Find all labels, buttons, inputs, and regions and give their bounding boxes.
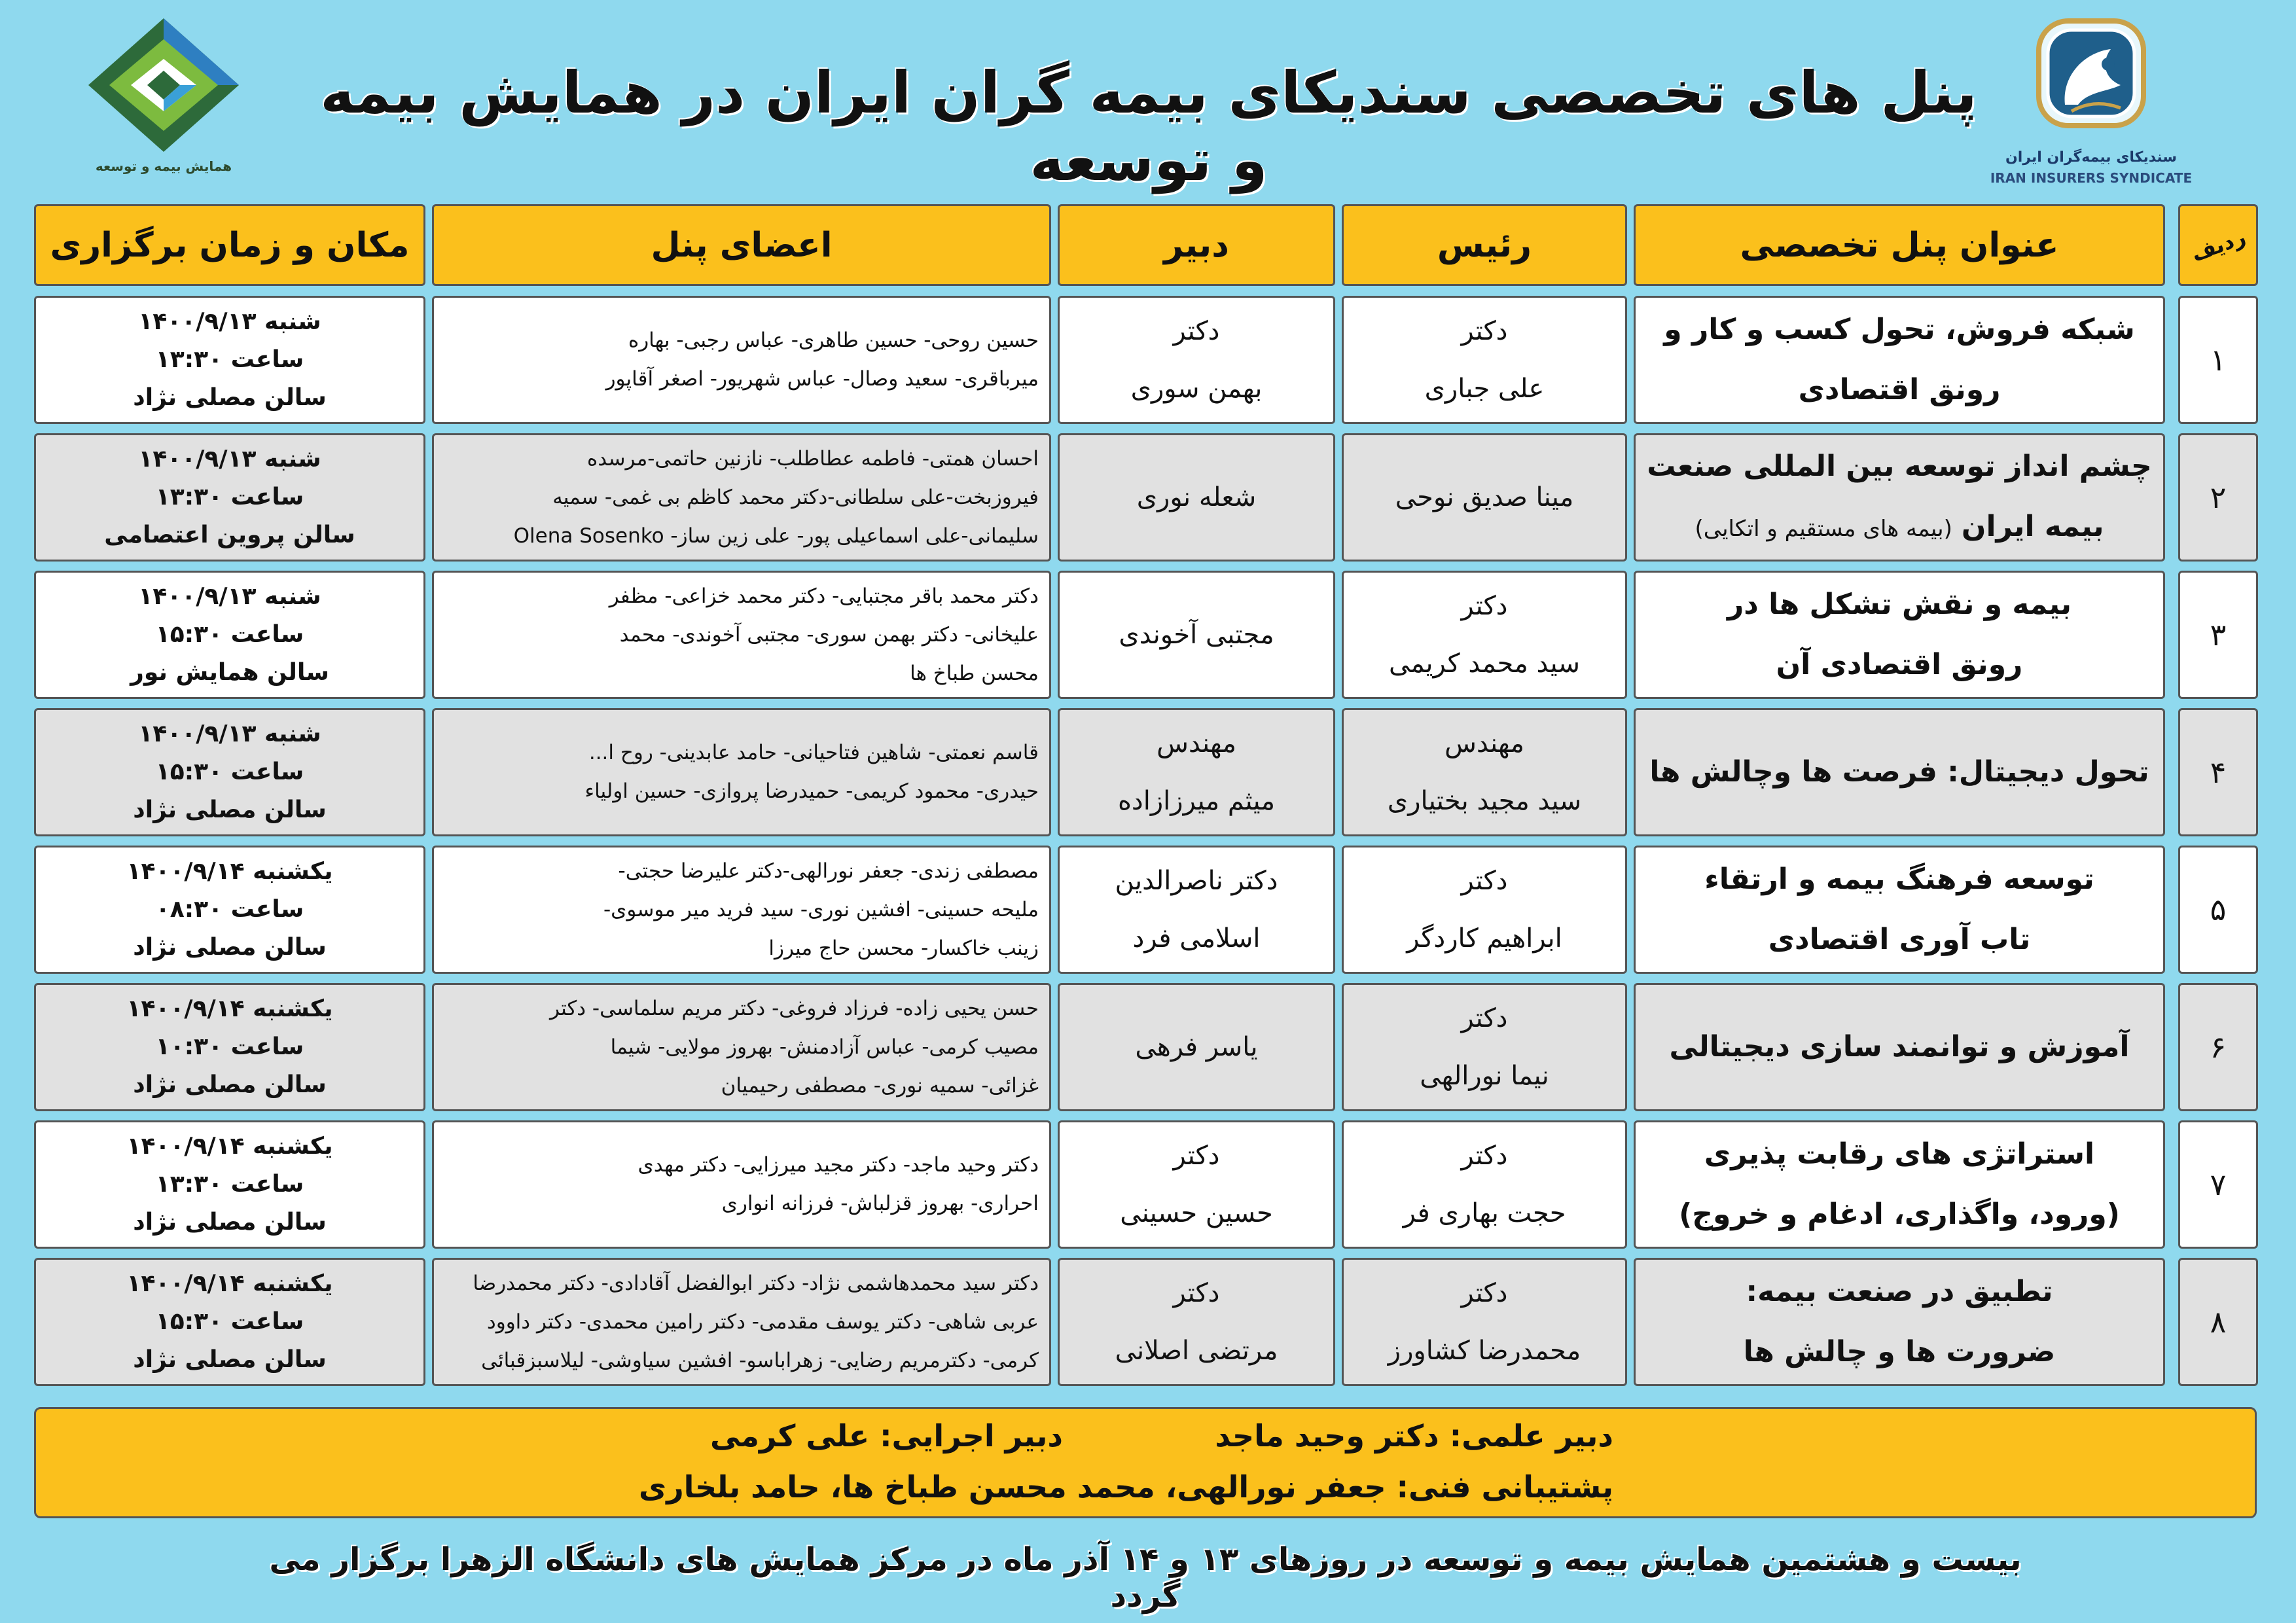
- cell-num: [2178, 983, 2258, 1111]
- executive-secretary: دبیر اجرایی: علی کرمی: [710, 1418, 1063, 1454]
- president-line: حجت بهاری فر: [1403, 1198, 1566, 1228]
- members-line: فیروزبخت-علی سلطانی-دکتر محمد کاظم بی غمی- سمیه: [552, 485, 1039, 509]
- cell-members: [432, 708, 1051, 836]
- location-line: سالن مصلی نژاد: [133, 934, 327, 961]
- location-line: سالن مصلی نژاد: [133, 1209, 327, 1236]
- location-line: سالن پروین اعتصامی: [104, 522, 355, 548]
- header-num-label: ردیف: [2187, 224, 2249, 266]
- members-line: کرمی- دکترمریم رضایی- زهراباسو- افشین سیاوشی- لیلاسبزقبائی: [481, 1348, 1039, 1372]
- cell-num: [2178, 846, 2258, 974]
- location-line: سالن مصلی نژاد: [133, 1071, 327, 1098]
- title-line: رونق اقتصادی: [1798, 373, 2001, 406]
- location-line: سالن مصلی نژاد: [133, 796, 327, 823]
- location-line: شنبه ۱۴۰۰/۹/۱۳: [138, 308, 321, 335]
- cell-secretary: [1058, 708, 1335, 836]
- location-line: سالن همایش نور: [130, 659, 329, 686]
- location-line: ساعت ۰۸:۳۰: [155, 896, 304, 923]
- location-line: ساعت ۱۳:۳۰: [155, 484, 304, 510]
- secretary-line: میثم میرزازاده: [1117, 786, 1276, 816]
- title-sub: (بیمه های مستقیم و اتکایی): [1695, 515, 1952, 542]
- syndicate-logo-fa: سندیکای بیمه‌گران ایران: [2005, 149, 2178, 166]
- members-line: دکتر سید محمدهاشمی نژاد- دکتر ابوالفضل آقادادی- دکتر محمدرضا: [473, 1271, 1039, 1295]
- president-line: نیما نورالهی: [1420, 1061, 1549, 1091]
- title-line: تاب آوری اقتصادی: [1768, 923, 2031, 956]
- cell-president: [1342, 983, 1627, 1111]
- secretary-line: حسین حسینی: [1120, 1198, 1273, 1228]
- members-line: علیخانی- دکتر بهمن سوری- مجتبی آخوندی- محمد: [619, 622, 1039, 647]
- location-line: سالن مصلی نژاد: [133, 384, 327, 411]
- president-line: علی جباری: [1424, 374, 1545, 404]
- cell-num: [2178, 571, 2258, 699]
- cell-president: [1342, 1258, 1627, 1386]
- footer-box: [34, 1407, 2257, 1518]
- location-line: یکشنبه ۱۴۰۰/۹/۱۴: [126, 995, 333, 1022]
- title-line: استراتژی های رقابت پذیری: [1704, 1137, 2095, 1171]
- cell-location: [34, 296, 425, 424]
- cell-num: [2178, 1120, 2258, 1249]
- cell-num: [2178, 708, 2258, 836]
- bottom-note: بیست و هشتمین همایش بیمه و توسعه در روزهای ۱۳ و ۱۴ آذر ماه در مرکز همایش های دانشگاه الزهرا برگزار می گردد: [269, 1541, 2022, 1614]
- members-line: قاسم نعمتی- شاهین فتاحیانی- حامد عابدینی- روح ا...: [588, 741, 1039, 764]
- num-line: ۶: [2210, 1029, 2227, 1065]
- cell-secretary: [1058, 846, 1335, 974]
- members-line: حسین روحی- حسین طاهری- عباس رجبی- بهاره: [628, 329, 1039, 352]
- secretary-line: شعله نوری: [1136, 482, 1257, 512]
- location-line: ساعت ۱۵:۳۰: [155, 1308, 304, 1335]
- cell-secretary: [1058, 296, 1335, 424]
- president-line: مهندس: [1444, 728, 1524, 758]
- num-line: ۱: [2210, 342, 2227, 378]
- cell-president: [1342, 846, 1627, 974]
- title-line: آموزش و توانمند سازی دیجیتالی: [1669, 1030, 2130, 1063]
- members-line: دکتر وحید ماجد- دکتر مجید میرزایی- دکتر مهدی: [637, 1153, 1039, 1177]
- title-line: تحول دیجیتال: فرصت ها وچالش ها: [1649, 755, 2149, 789]
- cell-president: [1342, 571, 1627, 699]
- members-line: دکتر محمد باقر مجتبایی- دکتر محمد خزاعی- مظفر: [609, 584, 1039, 608]
- members-line: زینب خاکسار- محسن حاج میرزا: [768, 936, 1039, 960]
- location-line: ساعت ۱۳:۳۰: [155, 346, 304, 373]
- secretary-line: مجتبی آخوندی: [1119, 620, 1274, 650]
- title-line: بیمه و نقش تشکل ها در: [1727, 588, 2072, 621]
- title-line: رونق اقتصادی آن: [1776, 648, 2023, 681]
- cell-location: [34, 1258, 425, 1386]
- location-line: شنبه ۱۴۰۰/۹/۱۳: [138, 721, 321, 747]
- president-line: دکتر: [1461, 1141, 1508, 1171]
- members-line: حسن یحیی زاده- فرزاد فروغی- دکتر مریم سلماسی- دکتر: [550, 996, 1039, 1020]
- members-line: محسن طباخ ها: [910, 661, 1039, 685]
- page-title: پنل های تخصصی سندیکای بیمه گران ایران در همایش بیمه و توسعه: [320, 59, 1977, 194]
- members-line: احراری- بهروز قزلباش- فرزانه انواری: [721, 1192, 1039, 1215]
- members-line: ملیحه حسینی- افشین نوری- سید فرید میر موسوی-: [603, 897, 1039, 921]
- title-line: تطبیق در صنعت بیمه:: [1746, 1275, 2053, 1308]
- cell-location: [34, 983, 425, 1111]
- cell-members: [432, 983, 1051, 1111]
- title-line: بیمه ایران: [1961, 509, 2104, 543]
- cell-title: [1634, 571, 2165, 699]
- location-line: یکشنبه ۱۴۰۰/۹/۱۴: [126, 1270, 333, 1297]
- members-line: مصطفی زندی- جعفر نورالهی-دکتر علیرضا حجتی-: [618, 859, 1039, 883]
- secretary-line: دکتر: [1173, 316, 1220, 346]
- title-line: شبکه فروش، تحول کسب و کار و: [1664, 313, 2135, 346]
- cell-president: [1342, 433, 1627, 562]
- president-line: دکتر: [1461, 316, 1508, 346]
- cell-president: [1342, 1120, 1627, 1249]
- title-line: چشم انداز توسعه بین المللی صنعت: [1647, 449, 2152, 483]
- location-line: ساعت ۱۵:۳۰: [155, 621, 304, 648]
- cell-location: [34, 708, 425, 836]
- president-line: سید مجید بختیاری: [1387, 786, 1582, 816]
- cell-title: [1634, 433, 2165, 562]
- syndicate-emblem-icon: [1980, 13, 2202, 144]
- syndicate-logo: [1980, 13, 2202, 186]
- cell-members: [432, 296, 1051, 424]
- cell-title: [1634, 1258, 2165, 1386]
- header-num: [2178, 204, 2258, 286]
- president-line: دکتر: [1461, 591, 1508, 621]
- cell-president: [1342, 708, 1627, 836]
- header-title: عنوان پنل تخصصی: [1634, 204, 2165, 286]
- cell-secretary: [1058, 1258, 1335, 1386]
- location-line: شنبه ۱۴۰۰/۹/۱۳: [138, 583, 321, 610]
- cell-members: [432, 571, 1051, 699]
- location-line: یکشنبه ۱۴۰۰/۹/۱۴: [126, 1133, 333, 1160]
- title-line: توسعه فرهنگ بیمه و ارتقاء: [1704, 863, 2094, 896]
- secretary-line: مرتضی اصلانی: [1115, 1336, 1278, 1366]
- secretary-line: دکتر ناصرالدین: [1115, 866, 1278, 896]
- num-line: ۳: [2210, 617, 2227, 652]
- president-line: دکتر: [1461, 866, 1508, 896]
- conference-logo-text: همایش بیمه و توسعه: [95, 158, 232, 174]
- title-line: ضرورت ها و چالش ها: [1743, 1335, 2056, 1368]
- secretary-line: دکتر: [1173, 1141, 1220, 1171]
- secretary-line: مهندس: [1157, 728, 1236, 758]
- cell-title: [1634, 708, 2165, 836]
- header-members: اعضای پنل: [432, 204, 1051, 286]
- president-line: سید محمد کریمی: [1388, 649, 1581, 679]
- cell-secretary: [1058, 571, 1335, 699]
- president-line: مینا صدیق نوحی: [1395, 482, 1574, 512]
- header-secretary: دبیر: [1058, 204, 1335, 286]
- members-line: حیدری- محمود کریمی- حمیدرضا پروازی- حسین اولیاء: [584, 779, 1039, 803]
- cell-members: [432, 846, 1051, 974]
- location-line: شنبه ۱۴۰۰/۹/۱۳: [138, 446, 321, 473]
- location-line: یکشنبه ۱۴۰۰/۹/۱۴: [126, 858, 333, 885]
- num-line: ۷: [2210, 1167, 2227, 1202]
- president-line: دکتر: [1461, 1003, 1508, 1033]
- scientific-secretary: دبیر علمی: دکتر وحید ماجد: [1215, 1418, 1613, 1454]
- location-line: ساعت ۱۳:۳۰: [155, 1171, 304, 1198]
- secretary-line: اسلامی فرد: [1132, 923, 1261, 954]
- cell-members: [432, 433, 1051, 562]
- cell-members: [432, 1258, 1051, 1386]
- cell-location: [34, 571, 425, 699]
- cell-secretary: [1058, 433, 1335, 562]
- members-line: مصیب کرمی- عباس آزادمنش- بهروز مولایی- شیما: [610, 1035, 1039, 1059]
- cell-title: [1634, 983, 2165, 1111]
- members-line: غزائی- سمیه نوری- مصطفی رحیمیان: [721, 1073, 1039, 1097]
- secretary-line: بهمن سوری: [1130, 374, 1263, 404]
- cell-members: [432, 1120, 1051, 1249]
- secretary-line: یاسر فرهی: [1135, 1032, 1258, 1062]
- president-line: دکتر: [1461, 1278, 1508, 1308]
- conference-emblem-icon: [75, 13, 252, 154]
- cell-secretary: [1058, 1120, 1335, 1249]
- members-line: عربی شاهی- دکتر یوسف مقدمی- دکتر رامین محمدی- دکتر داوود: [486, 1310, 1039, 1334]
- cell-secretary: [1058, 983, 1335, 1111]
- technical-support: پشتیبانی فنی: جعفر نورالهی، محمد محسن طباخ ها، حامد بلخاری: [639, 1469, 1613, 1505]
- cell-location: [34, 433, 425, 562]
- president-line: محمدرضا کشاورز: [1388, 1336, 1581, 1366]
- num-line: ۲: [2210, 480, 2227, 515]
- num-line: ۸: [2210, 1304, 2227, 1340]
- title-line: (ورود، واگذاری، ادغام و خروج): [1679, 1198, 2120, 1231]
- secretary-line: دکتر: [1173, 1278, 1220, 1308]
- members-line: میرباقری- سعید وصال- عباس شهریور- اصغر آقاپور: [605, 367, 1039, 391]
- cell-num: [2178, 433, 2258, 562]
- cell-title: [1634, 296, 2165, 424]
- cell-location: [34, 1120, 425, 1249]
- cell-title: [1634, 846, 2165, 974]
- header-location: مکان و زمان برگزاری: [34, 204, 425, 286]
- location-line: ساعت ۱۰:۳۰: [155, 1033, 304, 1060]
- members-line: احسان همتی- فاطمه عطاطلب- نازنین حاتمی-مرسده: [587, 446, 1039, 471]
- title-last-line: [1695, 497, 2104, 559]
- location-line: سالن مصلی نژاد: [133, 1346, 327, 1373]
- cell-location: [34, 846, 425, 974]
- syndicate-logo-en: IRAN INSURERS SYNDICATE: [1990, 170, 2193, 186]
- conference-logo: [75, 13, 252, 183]
- cell-title: [1634, 1120, 2165, 1249]
- num-line: ۴: [2210, 755, 2227, 790]
- location-line: ساعت ۱۵:۳۰: [155, 758, 304, 785]
- header-president: رئیس: [1342, 204, 1627, 286]
- num-line: ۵: [2210, 892, 2227, 927]
- president-line: ابراهیم کاردگر: [1407, 923, 1562, 954]
- cell-num: [2178, 296, 2258, 424]
- members-line: سلیمانی-علی اسماعیلی پور- علی زین ساز- Olena Sosenko: [513, 524, 1039, 548]
- cell-num: [2178, 1258, 2258, 1386]
- cell-president: [1342, 296, 1627, 424]
